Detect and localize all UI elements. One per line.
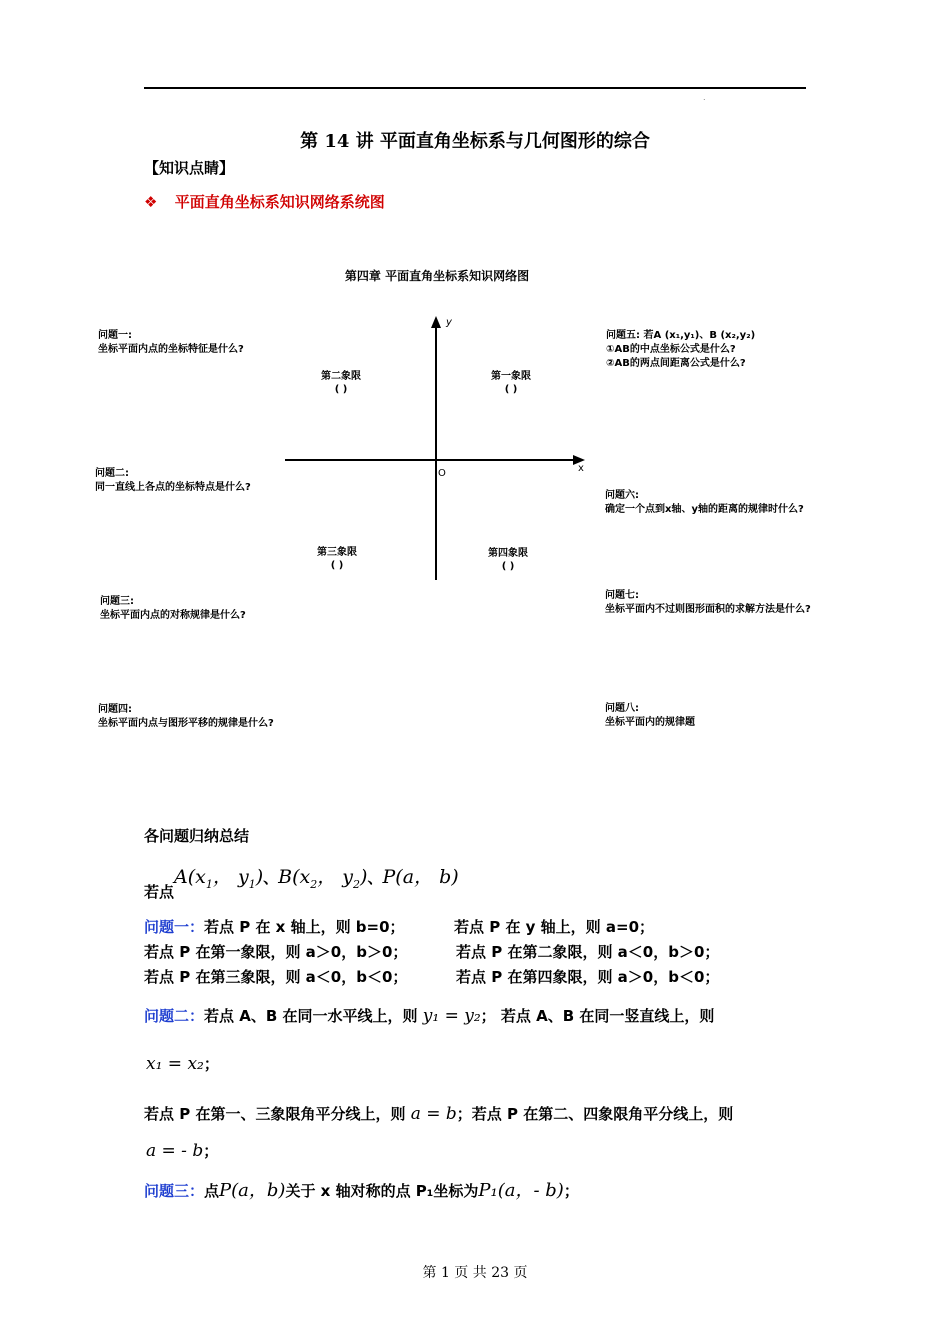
q2-line-4 bbox=[146, 1140, 218, 1161]
question-label: 问题六: bbox=[605, 490, 639, 501]
q1-line-2b: 若点 P 在第二象限，则 a＜0，b＞0； bbox=[456, 943, 720, 961]
question-text: 同一直线上各点的坐标特点是什么? bbox=[95, 482, 251, 493]
q2-line-2 bbox=[146, 1053, 219, 1074]
origin-label: O bbox=[438, 468, 446, 479]
question-text: 坐标平面内点与图形平移的规律是什么? bbox=[98, 718, 274, 729]
question-label: 问题七: bbox=[605, 590, 639, 601]
question-label: 问题三: bbox=[100, 596, 134, 607]
q2-math: a = - b bbox=[146, 1141, 204, 1161]
quadrant-name: 第四象限 bbox=[488, 548, 528, 559]
quadrant-3 bbox=[302, 546, 372, 572]
q1-line-1b: 若点 P 在 y 轴上，则 a=0； bbox=[454, 918, 655, 936]
question-text: 坐标平面内不过则图形面积的求解方法是什么? bbox=[605, 604, 811, 615]
q2-text: 若点 A、B 在同一水平线上，则 bbox=[204, 1007, 418, 1025]
question-5 bbox=[606, 329, 755, 371]
q2-math: a = b bbox=[410, 1104, 457, 1124]
quadrant-1 bbox=[476, 370, 546, 396]
points-prefix: 若点 bbox=[144, 883, 175, 901]
question-1 bbox=[98, 329, 244, 357]
q2-math: x₁ = x₂ bbox=[146, 1054, 204, 1074]
q3-line-1 bbox=[144, 1176, 579, 1202]
quadrant-blank: ( ) bbox=[501, 561, 515, 572]
q2-text: ；若点 P 在第二、四象限角平分线上，则 bbox=[456, 1105, 734, 1123]
quadrant-blank: ( ) bbox=[334, 384, 348, 395]
q1-line-2a: 若点 P 在第一象限，则 a＞0，b＞0； bbox=[144, 943, 408, 961]
question-2 bbox=[95, 467, 251, 495]
question-3 bbox=[100, 595, 246, 623]
q2-line-3 bbox=[144, 1103, 733, 1124]
q3-text: 关于 x 轴对称的点 P₁坐标为 bbox=[285, 1182, 479, 1200]
q2-text: 若点 P 在第一、三象限角平分线上，则 bbox=[144, 1105, 406, 1123]
q2-label: 问题二： bbox=[144, 1007, 205, 1025]
quadrant-name: 第一象限 bbox=[491, 371, 531, 382]
diamond-bullet-icon: ❖ bbox=[144, 193, 158, 211]
q2-text: ； bbox=[203, 1142, 219, 1160]
x-axis-label: x bbox=[578, 463, 584, 474]
question-text: 坐标平面内点的对称规律是什么? bbox=[100, 610, 246, 621]
quadrant-name: 第二象限 bbox=[321, 371, 361, 382]
question-label: 问题二: bbox=[95, 468, 129, 479]
quadrant-2 bbox=[306, 370, 376, 396]
y-axis-label: y bbox=[446, 317, 452, 328]
question-text: ①AB的中点坐标公式是什么? bbox=[606, 344, 736, 355]
summary-heading: 各问题归纳总结 bbox=[144, 827, 250, 845]
q3-math: P₁(a，- b) bbox=[478, 1180, 564, 1201]
quadrant-4 bbox=[473, 547, 543, 573]
question-4 bbox=[98, 703, 274, 731]
question-text: ②AB的两点间距离公式是什么? bbox=[606, 358, 746, 369]
header-dot: . bbox=[703, 93, 706, 102]
q2-line-1 bbox=[144, 1005, 714, 1026]
q3-text: 点 bbox=[204, 1182, 220, 1200]
page-footer: 第 1 页 共 23 页 bbox=[422, 1265, 528, 1281]
question-text: 确定一个点到x轴、y轴的距离的规律时什么? bbox=[605, 504, 804, 515]
question-label: 问题八: bbox=[605, 703, 639, 714]
section-label: 【知识点睛】 bbox=[144, 159, 235, 177]
question-6 bbox=[605, 489, 804, 517]
question-8 bbox=[605, 702, 695, 730]
coordinate-axes bbox=[280, 312, 590, 584]
subsection-heading bbox=[144, 191, 385, 212]
q2-text: ； bbox=[203, 1055, 219, 1073]
q3-text: ； bbox=[563, 1182, 579, 1200]
subsection-text: 平面直角坐标系知识网络系统图 bbox=[174, 193, 385, 211]
q1-text: 若点 P 在 x 轴上，则 b=0； bbox=[204, 918, 405, 936]
points-definition bbox=[144, 862, 459, 901]
quadrant-blank: ( ) bbox=[504, 384, 518, 395]
points-math: $A(x_1$， $y_1$)、$B(x_2$， $y_2$)、P(a， b) bbox=[174, 866, 459, 891]
q1-line-3a: 若点 P 在第三象限，则 a＜0，b＜0； bbox=[144, 968, 408, 986]
y-axis-arrow-icon bbox=[431, 316, 441, 328]
q3-math: P(a，b) bbox=[219, 1180, 286, 1201]
quadrant-name: 第三象限 bbox=[317, 547, 357, 558]
question-text: 坐标平面内点的坐标特征是什么? bbox=[98, 344, 244, 355]
question-7 bbox=[605, 589, 811, 617]
q2-text: ； 若点 A、B 在同一竖直线上，则 bbox=[480, 1007, 715, 1025]
q1-label: 问题一： bbox=[144, 918, 205, 936]
question-label: 问题一: bbox=[98, 330, 132, 341]
header-rule bbox=[144, 87, 806, 89]
quadrant-blank: ( ) bbox=[330, 560, 344, 571]
page-title: 第 14 讲 平面直角坐标系与几何图形的综合 bbox=[300, 131, 650, 152]
figure-title: 第四章 平面直角坐标系知识网络图 bbox=[344, 269, 530, 283]
question-label: 问题五: 若A (x₁,y₁)、B (x₂,y₂) bbox=[606, 330, 756, 341]
q1-line-1 bbox=[144, 916, 405, 937]
q1-line-3b: 若点 P 在第四象限，则 a＞0，b＜0； bbox=[456, 968, 720, 986]
q2-math: y₁ = y₂ bbox=[422, 1006, 481, 1026]
question-label: 问题四: bbox=[98, 704, 132, 715]
question-text: 坐标平面内的规律题 bbox=[605, 717, 695, 728]
q3-label: 问题三： bbox=[144, 1182, 205, 1200]
